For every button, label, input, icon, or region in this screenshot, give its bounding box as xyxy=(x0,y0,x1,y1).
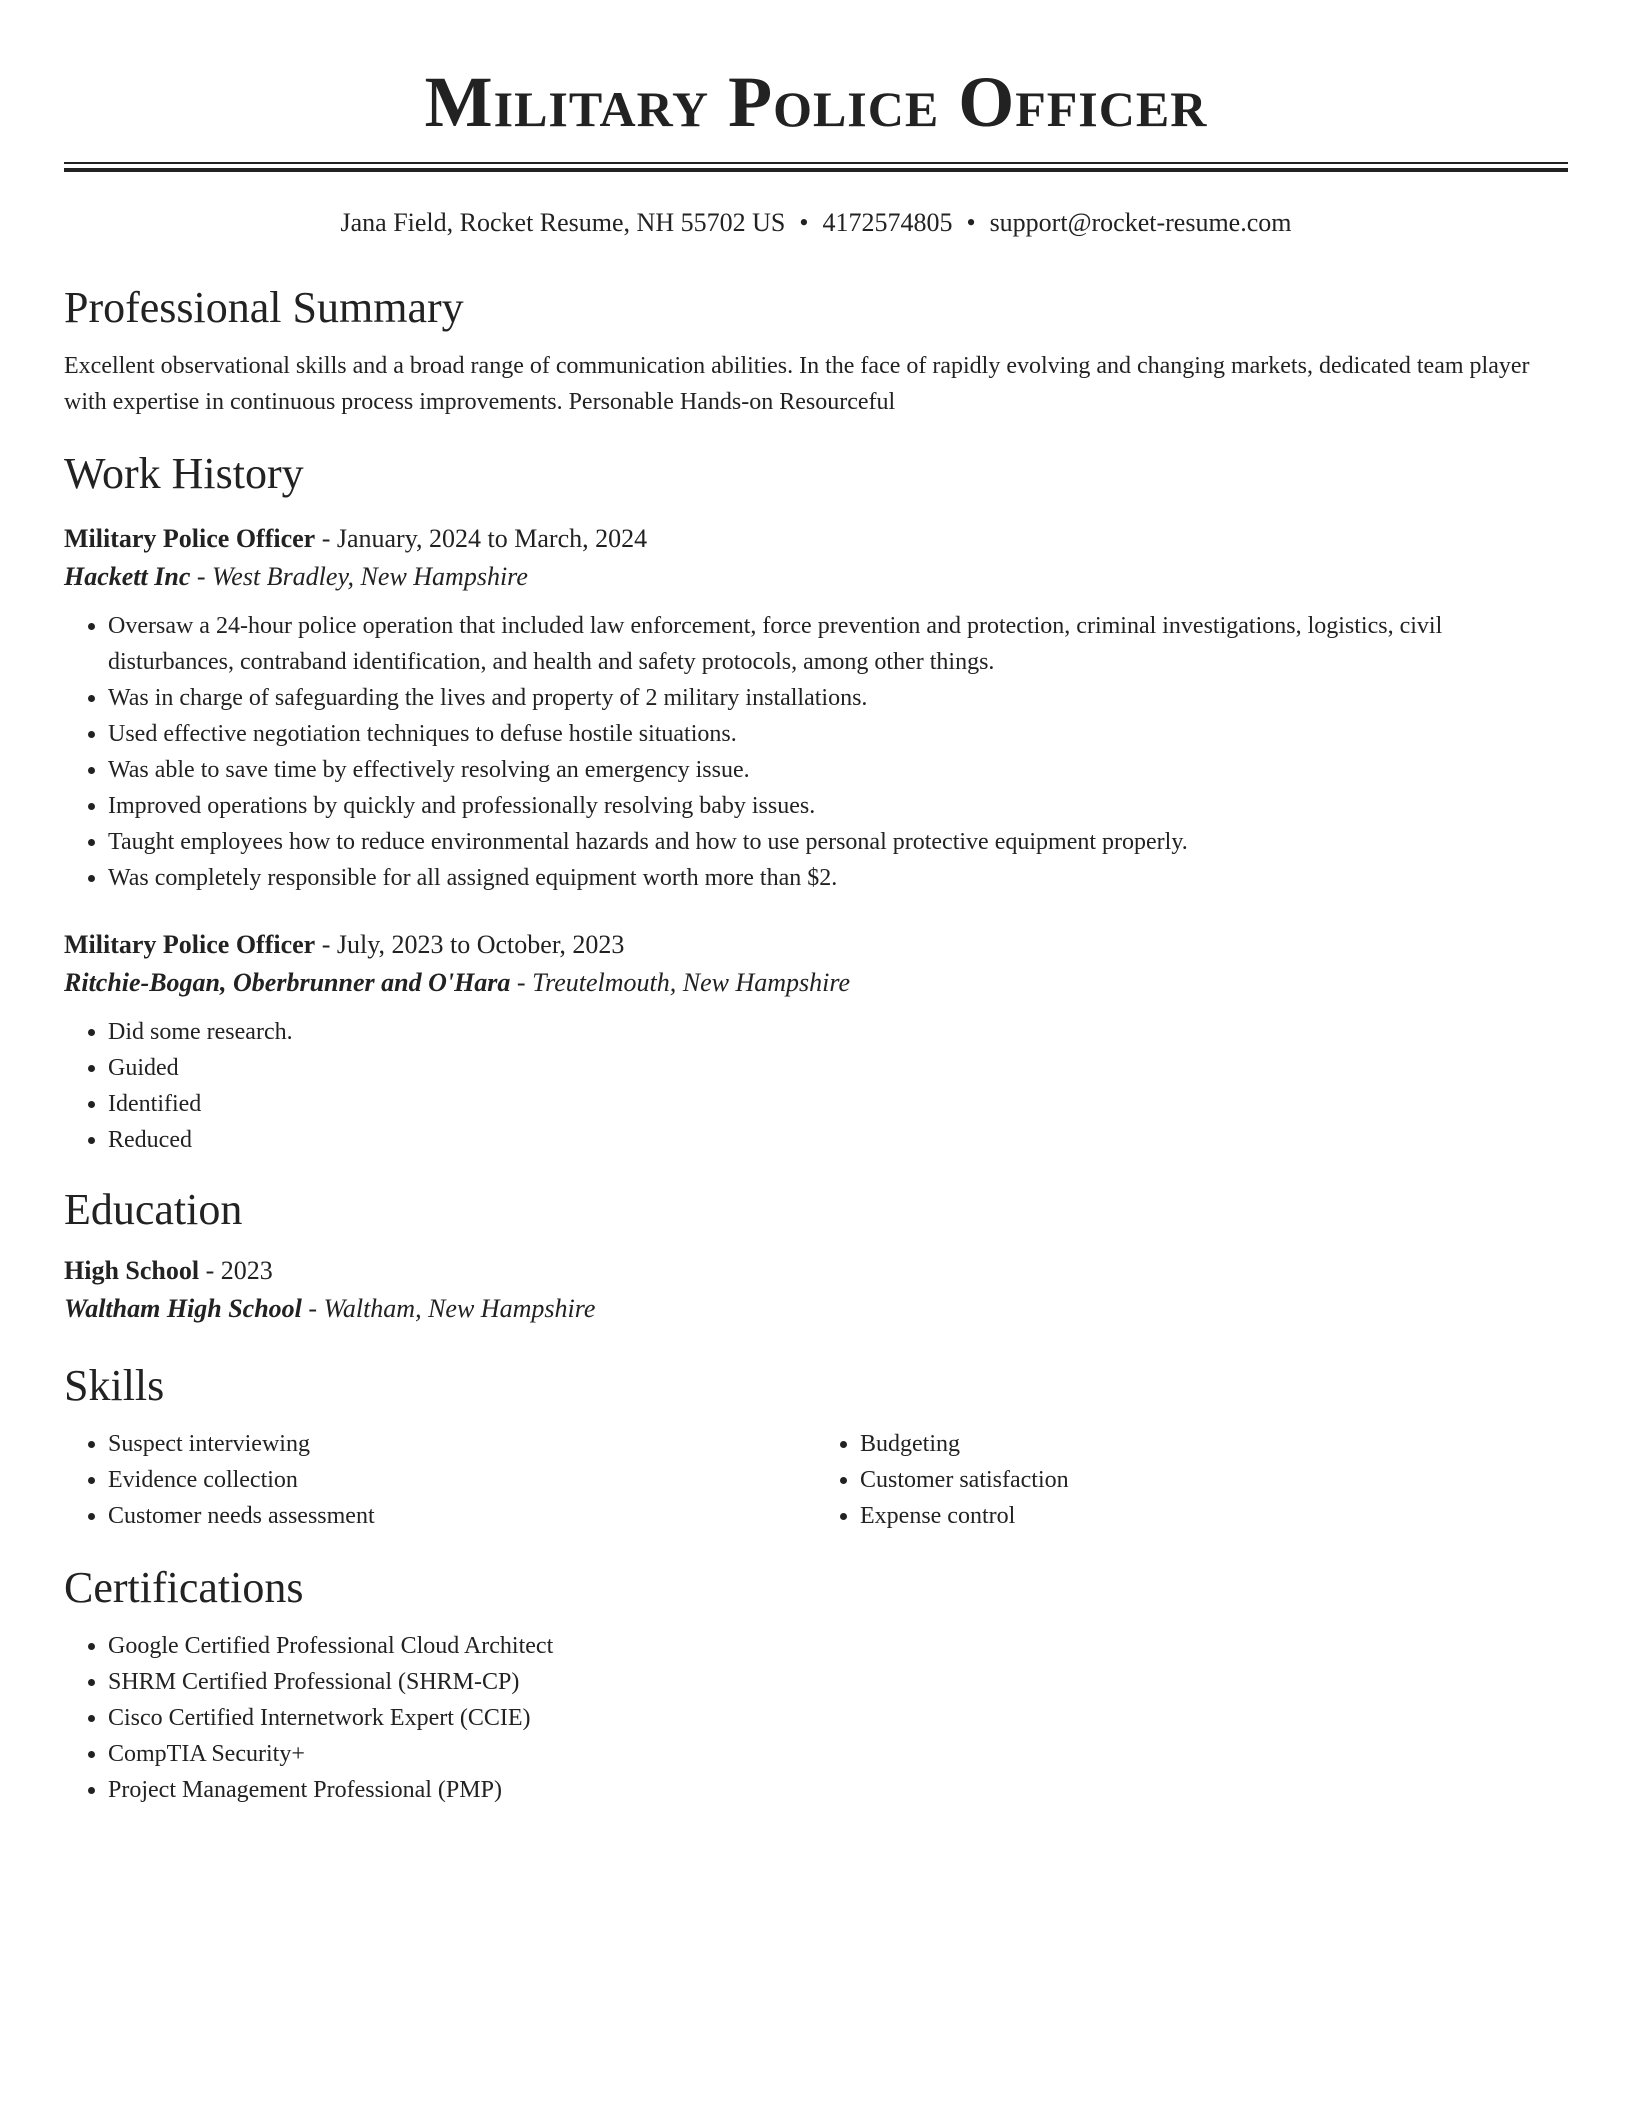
job-duty: • Oversaw a 24-hour police operation that included law enforcement, force prevention and protection, criminal investigations, logistics, civil disturbances, contraband identification, and health and safety protocols, among other things. xyxy=(108,608,1568,680)
header-divider xyxy=(64,162,1568,172)
skill-item: • Budgeting xyxy=(860,1426,1568,1462)
skill-item: • Suspect interviewing xyxy=(108,1426,816,1462)
contact-separator: • xyxy=(799,208,809,237)
job-dates: - July, 2023 to October, 2023 xyxy=(315,930,625,959)
certification-item: • Google Certified Professional Cloud Architect xyxy=(108,1628,1568,1664)
job-title: Military Police Officer xyxy=(64,930,316,959)
job-duty: • Improved operations by quickly and professionally resolving baby issues. xyxy=(108,788,1568,824)
job-company-line xyxy=(64,964,1568,1002)
job-entry xyxy=(64,520,1568,896)
job-title-line xyxy=(64,926,1568,964)
contact-address: Jana Field, Rocket Resume, NH 55702 US xyxy=(340,208,786,237)
summary-text: Excellent observational skills and a broad range of communication abilities. In the face of rapidly evolving and changing markets, dedicated team player with expertise in continuous process improvements. Personable Hands-on Resourceful xyxy=(64,353,1530,415)
education-location: - Waltham, New Hampshire xyxy=(301,1294,596,1323)
certification-item: • Project Management Professional (PMP) xyxy=(108,1772,1568,1808)
work-history-heading: Work History xyxy=(64,449,304,498)
resume-name-title: Military Police Officer xyxy=(424,62,1208,142)
certification-item: • CompTIA Security+ xyxy=(108,1736,1568,1772)
job-title: Military Police Officer xyxy=(64,524,316,553)
job-duty: • Was able to save time by effectively resolving an emergency issue. xyxy=(108,752,1568,788)
skill-item: • Expense control xyxy=(860,1498,1568,1534)
contact-email: support@rocket-resume.com xyxy=(989,208,1292,237)
certifications-heading: Certifications xyxy=(64,1563,304,1612)
job-duty: • Guided xyxy=(108,1050,1568,1086)
contact-phone: 4172574805 xyxy=(822,208,953,237)
skills-grid xyxy=(64,1426,1568,1534)
skill-item: • Customer needs assessment xyxy=(108,1498,816,1534)
job-duty: • Was completely responsible for all assigned equipment worth more than $2. xyxy=(108,860,1568,896)
job-duties-list xyxy=(64,1014,1568,1158)
job-company: Hackett Inc xyxy=(64,562,191,591)
contact-separator: • xyxy=(966,208,976,237)
job-location: - West Bradley, New Hampshire xyxy=(190,562,528,591)
job-duty: • Used effective negotiation techniques to defuse hostile situations. xyxy=(108,716,1568,752)
job-duty: • Reduced xyxy=(108,1122,1568,1158)
certifications-list xyxy=(64,1628,1568,1808)
job-company: Ritchie-Bogan, Oberbrunner and O'Hara xyxy=(64,968,511,997)
education-school: Waltham High School xyxy=(64,1294,302,1323)
skill-item: • Evidence collection xyxy=(108,1462,816,1498)
education-degree-line xyxy=(64,1252,1568,1290)
job-location: - Treutelmouth, New Hampshire xyxy=(510,968,851,997)
job-dates: - January, 2024 to March, 2024 xyxy=(315,524,648,553)
education-school-line xyxy=(64,1290,1568,1328)
skills-list-right xyxy=(816,1426,1568,1534)
education-degree: High School xyxy=(64,1256,200,1285)
job-company-line xyxy=(64,558,1568,596)
skills-list-left xyxy=(64,1426,816,1534)
job-title-line xyxy=(64,520,1568,558)
job-entry xyxy=(64,926,1568,1158)
contact-line xyxy=(64,206,1568,240)
job-duty: • Identified xyxy=(108,1086,1568,1122)
summary-heading: Professional Summary xyxy=(64,283,464,332)
education-year: - 2023 xyxy=(199,1256,273,1285)
education-entry xyxy=(64,1252,1568,1328)
education-heading: Education xyxy=(64,1185,243,1234)
job-duties-list xyxy=(64,608,1568,896)
certification-item: • SHRM Certified Professional (SHRM-CP) xyxy=(108,1664,1568,1700)
job-duty: • Was in charge of safeguarding the lives and property of 2 military installations. xyxy=(108,680,1568,716)
skill-item: • Customer satisfaction xyxy=(860,1462,1568,1498)
job-duty: • Did some research. xyxy=(108,1014,1568,1050)
job-duty: • Taught employees how to reduce environmental hazards and how to use personal protective equipment properly. xyxy=(108,824,1568,860)
skills-heading: Skills xyxy=(64,1361,165,1410)
certification-item: • Cisco Certified Internetwork Expert (CCIE) xyxy=(108,1700,1568,1736)
